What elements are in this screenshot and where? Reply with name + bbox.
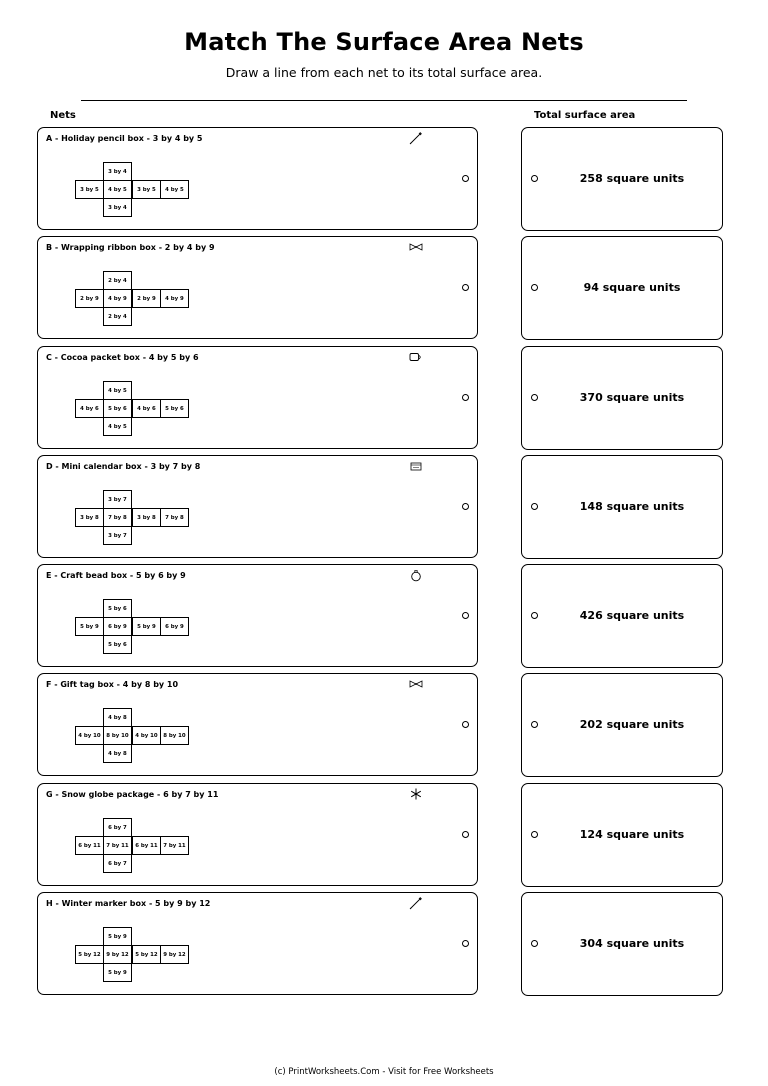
net-connector-dot[interactable] bbox=[462, 721, 469, 728]
net-face: 9 by 12 bbox=[103, 945, 132, 964]
net-label: A - Holiday pencil box - 3 by 4 by 5 bbox=[46, 134, 203, 143]
net-face: 7 by 11 bbox=[103, 836, 132, 855]
net-connector-dot[interactable] bbox=[462, 503, 469, 510]
net-face: 4 by 5 bbox=[103, 381, 132, 400]
answer-card bbox=[521, 346, 723, 450]
net-face: 4 by 10 bbox=[132, 726, 161, 745]
net-face: 5 by 9 bbox=[103, 927, 132, 946]
net-face: 2 by 9 bbox=[132, 289, 161, 308]
answer-value: 258 square units bbox=[579, 172, 685, 185]
net-face: 6 by 11 bbox=[132, 836, 161, 855]
answer-connector-dot[interactable] bbox=[531, 284, 538, 291]
answer-card bbox=[521, 236, 723, 340]
answer-connector-dot[interactable] bbox=[531, 721, 538, 728]
net-face: 3 by 7 bbox=[103, 490, 132, 509]
net-face: 7 by 8 bbox=[103, 508, 132, 527]
net-face: 3 by 8 bbox=[75, 508, 104, 527]
answer-value: 148 square units bbox=[579, 500, 685, 513]
net-face: 3 by 5 bbox=[75, 180, 104, 199]
answer-connector-dot[interactable] bbox=[531, 503, 538, 510]
answer-card bbox=[521, 127, 723, 231]
net-face: 2 by 4 bbox=[103, 307, 132, 326]
pencil-icon bbox=[408, 130, 424, 146]
net-face: 5 by 9 bbox=[103, 963, 132, 982]
answer-card bbox=[521, 783, 723, 887]
answer-card bbox=[521, 455, 723, 559]
mug-icon bbox=[408, 349, 424, 365]
net-face: 3 by 8 bbox=[132, 508, 161, 527]
answer-card bbox=[521, 673, 723, 777]
net-face: 4 by 9 bbox=[103, 289, 132, 308]
net-face: 3 by 4 bbox=[103, 198, 132, 217]
nets-column-heading: Nets bbox=[50, 110, 76, 121]
net-face: 6 by 7 bbox=[103, 818, 132, 837]
net-connector-dot[interactable] bbox=[462, 175, 469, 182]
net-face: 5 by 12 bbox=[132, 945, 161, 964]
net-face: 5 by 6 bbox=[103, 399, 132, 418]
answer-connector-dot[interactable] bbox=[531, 940, 538, 947]
answer-connector-dot[interactable] bbox=[531, 612, 538, 619]
net-face: 5 by 12 bbox=[75, 945, 104, 964]
net-face: 4 by 5 bbox=[103, 180, 132, 199]
net-face: 4 by 8 bbox=[103, 708, 132, 727]
net-face: 5 by 6 bbox=[160, 399, 189, 418]
net-label: G - Snow globe package - 6 by 7 by 11 bbox=[46, 790, 219, 799]
answer-connector-dot[interactable] bbox=[531, 175, 538, 182]
net-face: 7 by 11 bbox=[160, 836, 189, 855]
worksheet-instructions: Draw a line from each net to its total surface area. bbox=[225, 65, 543, 80]
net-connector-dot[interactable] bbox=[462, 394, 469, 401]
net-face: 8 by 10 bbox=[103, 726, 132, 745]
net-card bbox=[37, 892, 478, 995]
answer-value: 426 square units bbox=[579, 609, 685, 622]
answer-value: 304 square units bbox=[579, 937, 685, 950]
net-card bbox=[37, 127, 478, 230]
net-face: 4 by 8 bbox=[103, 744, 132, 763]
net-card bbox=[37, 673, 478, 776]
net-card bbox=[37, 455, 478, 558]
net-face: 6 by 9 bbox=[103, 617, 132, 636]
net-face: 4 by 6 bbox=[132, 399, 161, 418]
net-face: 8 by 10 bbox=[160, 726, 189, 745]
net-face: 5 by 6 bbox=[103, 599, 132, 618]
net-face: 4 by 5 bbox=[103, 417, 132, 436]
net-label: F - Gift tag box - 4 by 8 by 10 bbox=[46, 680, 179, 689]
net-face: 6 by 11 bbox=[75, 836, 104, 855]
answer-card bbox=[521, 892, 723, 996]
net-card bbox=[37, 346, 478, 449]
bow-icon bbox=[408, 676, 424, 692]
net-connector-dot[interactable] bbox=[462, 831, 469, 838]
net-connector-dot[interactable] bbox=[462, 284, 469, 291]
answer-connector-dot[interactable] bbox=[531, 394, 538, 401]
net-face: 3 by 5 bbox=[132, 180, 161, 199]
ornament-icon bbox=[408, 567, 424, 583]
answer-value: 124 square units bbox=[579, 828, 685, 841]
net-connector-dot[interactable] bbox=[462, 612, 469, 619]
snowflake-icon bbox=[408, 786, 424, 802]
net-label: E - Craft bead box - 5 by 6 by 9 bbox=[46, 571, 186, 580]
net-connector-dot[interactable] bbox=[462, 940, 469, 947]
worksheet-title: Match The Surface Area Nets bbox=[184, 28, 584, 56]
net-face: 3 by 4 bbox=[103, 162, 132, 181]
answer-connector-dot[interactable] bbox=[531, 831, 538, 838]
net-face: 2 by 4 bbox=[103, 271, 132, 290]
net-label: C - Cocoa packet box - 4 by 5 by 6 bbox=[46, 353, 199, 362]
net-face: 5 by 9 bbox=[75, 617, 104, 636]
answers-column-heading: Total surface area bbox=[534, 110, 636, 121]
net-face: 4 by 9 bbox=[160, 289, 189, 308]
bow-icon bbox=[408, 239, 424, 255]
net-label: B - Wrapping ribbon box - 2 by 4 by 9 bbox=[46, 243, 215, 252]
calendar-icon bbox=[408, 458, 424, 474]
pencil-icon bbox=[408, 895, 424, 911]
net-face: 6 by 9 bbox=[160, 617, 189, 636]
answer-value: 94 square units bbox=[583, 281, 681, 294]
net-face: 5 by 9 bbox=[132, 617, 161, 636]
answer-card bbox=[521, 564, 723, 668]
net-face: 4 by 5 bbox=[160, 180, 189, 199]
net-card bbox=[37, 564, 478, 667]
answer-value: 202 square units bbox=[579, 718, 685, 731]
net-face: 2 by 9 bbox=[75, 289, 104, 308]
net-face: 7 by 8 bbox=[160, 508, 189, 527]
net-face: 3 by 7 bbox=[103, 526, 132, 545]
answer-value: 370 square units bbox=[579, 391, 685, 404]
net-face: 4 by 6 bbox=[75, 399, 104, 418]
net-label: D - Mini calendar box - 3 by 7 by 8 bbox=[46, 462, 201, 471]
footer-credit: (c) PrintWorksheets.Com - Visit for Free Worksheets bbox=[274, 1067, 494, 1077]
net-card bbox=[37, 783, 478, 886]
net-face: 6 by 7 bbox=[103, 854, 132, 873]
net-label: H - Winter marker box - 5 by 9 by 12 bbox=[46, 899, 211, 908]
net-face: 4 by 10 bbox=[75, 726, 104, 745]
header-divider bbox=[81, 100, 687, 101]
net-face: 5 by 6 bbox=[103, 635, 132, 654]
net-card bbox=[37, 236, 478, 339]
net-face: 9 by 12 bbox=[160, 945, 189, 964]
